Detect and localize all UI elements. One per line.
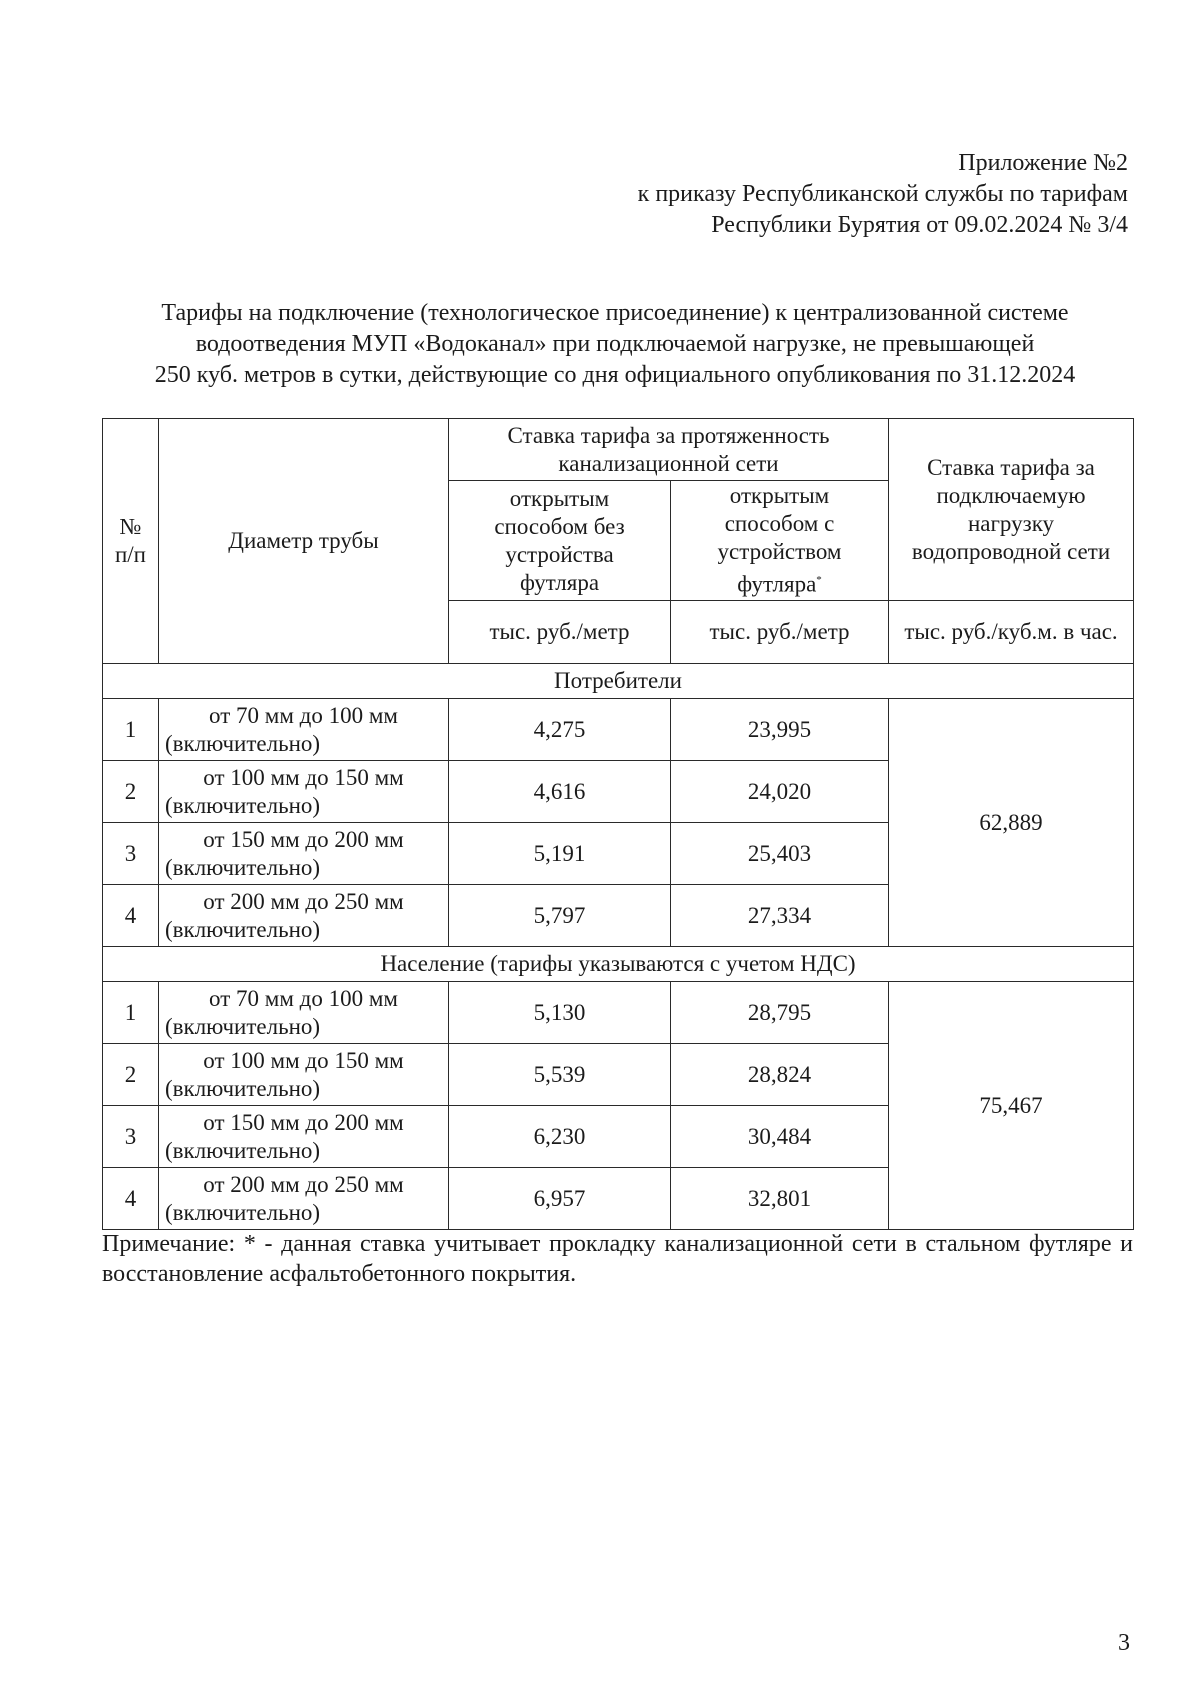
section-title-population: Население (тарифы указываются с учетом НДС) xyxy=(103,947,1134,982)
row-with-case: 27,334 xyxy=(671,885,889,947)
row-diameter: от 70 мм до 100 мм (включительно) xyxy=(159,699,449,761)
header-open-case-text: открытым способом с устройством футляра xyxy=(717,483,842,597)
row-diameter: от 200 мм до 250 мм (включительно) xyxy=(159,885,449,947)
section-title-consumers: Потребители xyxy=(103,664,1134,699)
row-num: 1 xyxy=(103,699,159,761)
unit-with-case: тыс. руб./метр xyxy=(671,601,889,664)
header-load-rate: Ставка тарифа за подключаемую нагрузку водопроводной сети xyxy=(889,419,1134,601)
title-line-1: Тарифы на подключение (технологическое присоединение) к централизованной системе xyxy=(161,300,1069,326)
header-open-case xyxy=(671,481,889,601)
row-with-case: 28,824 xyxy=(671,1044,889,1106)
row-diameter: от 150 мм до 200 мм (включительно) xyxy=(159,1106,449,1168)
header-appendix: Приложение №2 xyxy=(958,150,1128,176)
row-no-case: 6,957 xyxy=(449,1168,671,1230)
row-diameter: от 100 мм до 150 мм (включительно) xyxy=(159,761,449,823)
row-num: 4 xyxy=(103,1168,159,1230)
header-order-ref: к приказу Республиканской службы по тарифам xyxy=(637,181,1128,207)
row-num: 1 xyxy=(103,982,159,1044)
header-open-no-case: открытым способом без устройства футляра xyxy=(449,481,671,601)
row-no-case: 5,191 xyxy=(449,823,671,885)
row-num: 2 xyxy=(103,1044,159,1106)
header-length-rate: Ставка тарифа за протяженность канализационной сети xyxy=(449,419,889,481)
row-with-case: 32,801 xyxy=(671,1168,889,1230)
row-no-case: 5,797 xyxy=(449,885,671,947)
tariff-table xyxy=(102,418,1134,1230)
row-no-case: 4,275 xyxy=(449,699,671,761)
row-num: 3 xyxy=(103,1106,159,1168)
unit-no-case: тыс. руб./метр xyxy=(449,601,671,664)
row-diameter: от 200 мм до 250 мм (включительно) xyxy=(159,1168,449,1230)
row-no-case: 4,616 xyxy=(449,761,671,823)
title-line-3: 250 куб. метров в сутки, действующие со дня официального опубликования по 31.12.2024 xyxy=(154,362,1076,388)
row-diameter: от 100 мм до 150 мм (включительно) xyxy=(159,1044,449,1106)
footnote-mark: * xyxy=(816,574,822,587)
row-with-case: 25,403 xyxy=(671,823,889,885)
row-no-case: 6,230 xyxy=(449,1106,671,1168)
row-no-case: 5,130 xyxy=(449,982,671,1044)
row-num: 3 xyxy=(103,823,159,885)
row-diameter: от 70 мм до 100 мм (включительно) xyxy=(159,982,449,1044)
row-with-case: 28,795 xyxy=(671,982,889,1044)
row-num: 2 xyxy=(103,761,159,823)
unit-load: тыс. руб./куб.м. в час. xyxy=(889,601,1134,664)
document-title xyxy=(100,298,1130,391)
document-header xyxy=(638,148,1128,241)
row-diameter: от 150 мм до 200 мм (включительно) xyxy=(159,823,449,885)
page-number: 3 xyxy=(1118,1630,1130,1656)
row-with-case: 24,020 xyxy=(671,761,889,823)
header-order-date: Республики Бурятия от 09.02.2024 № 3/4 xyxy=(711,212,1128,238)
title-line-2: водоотведения МУП «Водоканал» при подключаемой нагрузке, не превышающей xyxy=(195,331,1035,357)
row-with-case: 23,995 xyxy=(671,699,889,761)
row-no-case: 5,539 xyxy=(449,1044,671,1106)
header-num: № п/п xyxy=(103,419,159,664)
load-value-consumers: 62,889 xyxy=(889,699,1134,947)
load-value-population: 75,467 xyxy=(889,982,1134,1230)
row-num: 4 xyxy=(103,885,159,947)
header-diameter: Диаметр трубы xyxy=(159,419,449,664)
row-with-case: 30,484 xyxy=(671,1106,889,1168)
footnote: Примечание: * - данная ставка учитывает прокладку канализационной сети в стальном футляре и восстановление асфальтобетонного покрытия. xyxy=(102,1231,1133,1287)
